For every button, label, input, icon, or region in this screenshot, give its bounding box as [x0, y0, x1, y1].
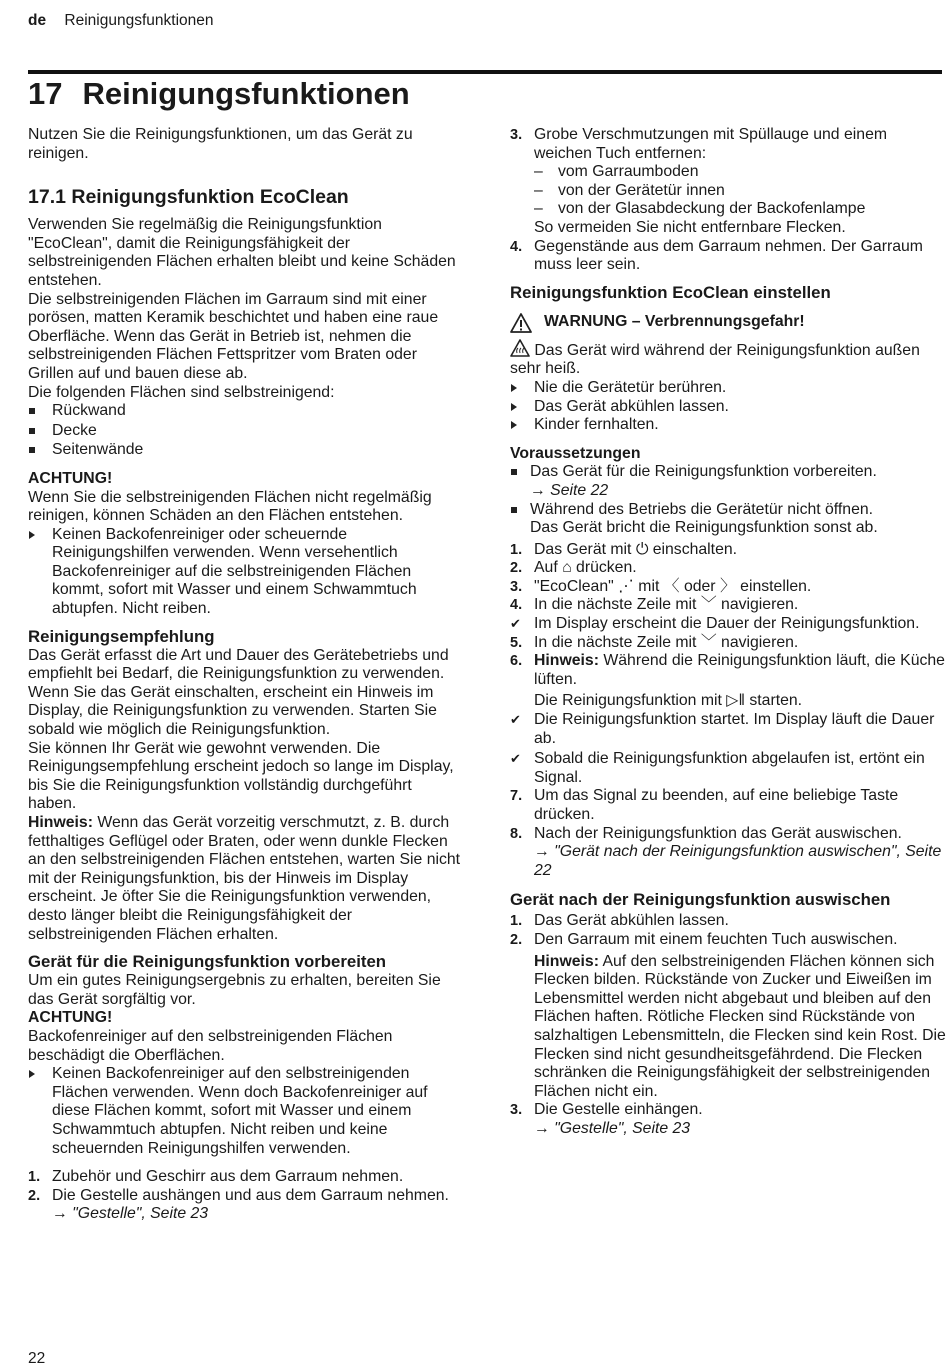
prerequisite-item: Das Gerät für die Reinigungsfunktion vorbereiten. → Seite 22: [530, 463, 877, 499]
set-step-2: 2. Auf ⌂ drücken.: [510, 559, 637, 577]
set-step-4: 4. In die nächste Zeile mit ﹀ navigieren.: [510, 596, 799, 614]
prepare-caution-title: ACHTUNG!: [28, 1009, 113, 1027]
section-17-1-title: 17.1 Reinigungsfunktion EcoClean: [28, 186, 349, 209]
recommendation-title: Reinigungsempfehlung: [28, 626, 215, 646]
prepare-step-1: 1. Zubehör und Geschirr aus dem Garraum nehmen.: [28, 1168, 404, 1186]
list-item: Rückwand: [52, 402, 126, 420]
cross-reference-link[interactable]: → "Gestelle", Seite 23: [52, 1205, 209, 1223]
right-column: [510, 126, 946, 1139]
recommendation-paragraph-1: Das Gerät erfasst die Art und Dauer des Gerätebetriebs und empfiehlt bei Bedarf, die Reinigungsfunktion zu verwenden.: [28, 646, 449, 683]
header-rule: [28, 70, 942, 74]
language-code: de: [28, 12, 47, 29]
list-item: – von der Glasabdeckung der Backofenlampe: [534, 200, 866, 218]
warning-title: WARNUNG – Verbrennungsgefahr!: [510, 313, 946, 333]
set-step-5: 5. In die nächste Zeile mit ﹀ navigieren.: [510, 633, 799, 651]
set-result-2: ✔ Die Reinigungsfunktion startet. Im Display läuft die Dauer ab.: [510, 711, 935, 747]
caution-action: Keinen Backofenreiniger oder scheuernde Reinigungshilfen verwenden. Wenn versehentlich Backofenreiniger auf die selbstreinigenden Flächen kommt, sofort mit Wasser und einem Schwammtuch abtupfen. Nicht reiben.: [52, 525, 417, 618]
list-item: – von der Gerätetür innen: [534, 181, 725, 199]
prepare-step-3: 3. Grobe Verschmutzungen mit Spüllauge und einem weichen Tuch entfernen:: [510, 126, 888, 162]
checkmark-icon: ✔: [510, 712, 521, 728]
warning-text: Das Gerät wird während der Reinigungsfunktion außen sehr heiß.: [510, 339, 946, 379]
recommendation-paragraph-3: Sie können Ihr Gerät wie gewohnt verwenden. Die Reinigungsempfehlung erscheint jedoch so lange im Display, bis Sie die Reinigungsfunktion vollständig durchgeführt haben.: [28, 739, 454, 813]
checkmark-icon: ✔: [510, 616, 521, 632]
cross-reference-link[interactable]: → Seite 22: [530, 481, 609, 499]
set-step-8: 8. Nach der Reinigungsfunktion das Gerät auswischen. → "Gerät nach der Reinigungsfunktion auswischen", Seite 22: [510, 824, 942, 879]
chapter-title: Reinigungsfunktionen: [82, 76, 410, 111]
chevron-down-icon: ﹀: [700, 596, 717, 614]
cross-reference-link[interactable]: → "Gestelle", Seite 23: [534, 1119, 691, 1137]
prepare-step-3-note: So vermeiden Sie nicht entfernbare Flecken.: [534, 218, 846, 236]
prerequisite-item: Während des Betriebs die Gerätetür nicht öffnen. Das Gerät bricht die Reinigungsfunktion sonst ab.: [530, 500, 878, 537]
prepare-caution-text: Backofenreiniger auf den selbstreinigenden Flächen beschädigt die Oberflächen.: [28, 1027, 393, 1064]
ecoclean-set-title: Reinigungsfunktion EcoClean einstellen: [510, 282, 831, 302]
wipe-step-2: 2. Den Garraum mit einem feuchten Tuch auswischen.: [510, 930, 898, 948]
caution-title: ACHTUNG!: [28, 469, 113, 487]
set-result-1: ✔ Im Display erscheint die Dauer der Reinigungsfunktion.: [510, 615, 920, 633]
chapter-heading: [28, 76, 410, 112]
warning-action: Kinder fernhalten.: [534, 416, 659, 434]
header-title: Reinigungsfunktionen: [64, 12, 214, 29]
list-item: Seitenwände: [52, 441, 144, 459]
page-header: [28, 12, 214, 30]
chevron-down-icon: ﹀: [700, 633, 717, 651]
recommendation-paragraph-2: Wenn Sie das Gerät einschalten, erscheint ein Hinweis im Display, die Reinigungsfunktion zu verwenden. Starten Sie sobald wie möglich die Reinigungsfunktion.: [28, 683, 437, 739]
ecoclean-paragraph-3: Die folgenden Flächen sind selbstreinigend:: [28, 383, 335, 401]
prepare-step-4: 4. Gegenstände aus dem Garraum nehmen. Der Garraum muss leer sein.: [510, 237, 923, 274]
set-result-3: ✔ Sobald die Reinigungsfunktion abgelaufen ist, ertönt ein Signal.: [510, 750, 925, 786]
warning-action: Das Gerät abkühlen lassen.: [534, 397, 729, 415]
left-column: [28, 126, 463, 1224]
warning-action: Nie die Gerätetür berühren.: [534, 378, 727, 396]
set-step-3: 3. "EcoClean" ⋰ mit 〈 oder 〉 einstellen.: [510, 577, 812, 595]
wipe-step-3: 3. Die Gestelle einhängen. → "Gestelle", Seite 23: [510, 1101, 703, 1137]
checkmark-icon: ✔: [510, 751, 521, 767]
ecoclean-paragraph-2: Die selbstreinigenden Flächen im Garraum sind mit einer porösen, matten Keramik beschichtet und haben eine raue Oberfläche. Wenn das Gerät in Betrieb ist, nehmen die selbstreinigenden Flächen Fettspritzer vom Braten oder Grillen auf und bauen diese ab.: [28, 290, 439, 382]
ecoclean-icon: ⋰: [618, 577, 634, 595]
caution-text: Wenn Sie die selbstreinigenden Flächen nicht regelmäßig reinigen, können Schäden an den Flächen entstehen.: [28, 488, 432, 525]
intro-text: Nutzen Sie die Reinigungsfunktionen, um das Gerät zu reinigen.: [28, 126, 413, 162]
set-step-6: 6. Hinweis: Während die Reinigungsfunktion läuft, die Küche lüften.: [510, 652, 945, 688]
home-icon: ⌂: [562, 559, 572, 577]
chevron-left-icon: 〈: [663, 577, 680, 595]
prerequisites-title: Voraussetzungen: [510, 444, 641, 462]
recommendation-note: Hinweis: Wenn das Gerät vorzeitig verschmutzt, z. B. durch fetthaltiges Geflügel oder Braten, oder wenn dunkle Flecken an den selbstreinigenden Flächen entstehen, warten Sie nicht mit der Reinigungsfunktion, bis der Hinweis im Display erscheint. Je öfter Sie die Reinigungsfunktion verwenden, desto länger bleibt die Reinigungsfähigkeit der selbstreinigenden Flächen erhalten.: [28, 814, 461, 943]
ecoclean-paragraph-1: Verwenden Sie regelmäßig die Reinigungsfunktion "EcoClean", damit die Reinigungsfähigkeit der selbstreinigenden Flächen erhalten bleibt und keine Schäden entstehen.: [28, 216, 456, 289]
wipe-step-1: 1. Das Gerät abkühlen lassen.: [510, 912, 729, 930]
wipe-note: Hinweis: Auf den selbstreinigenden Flächen können sich Flecken bilden. Rückstände von Zucker und Eiweißen im Lebensmittel werden nicht abgebaut und bleiben auf den Flächen haften. Rötliche Flecken sind Rückstände von salzhaltigen Lebensmitteln, die Flecken sind kein Rost. Die Flecken sind nicht gesundheitsgefährdend. Die Flecken schränken die Reinigungsfähigkeit der selbstreinigenden Flächen nicht ein.: [534, 952, 946, 1100]
list-item: Decke: [52, 421, 97, 439]
set-step-6-start: Die Reinigungsfunktion mit ▷ǁ starten.: [534, 692, 803, 710]
power-icon: ⏻: [635, 540, 649, 558]
cross-reference-link[interactable]: → "Gerät nach der Reinigungsfunktion auswischen", Seite 22: [534, 843, 942, 879]
prepare-step-2: 2. Die Gestelle aushängen und aus dem Garraum nehmen. → "Gestelle", Seite 23: [28, 1186, 449, 1223]
set-step-1: 1. Das Gerät mit ⏻ einschalten.: [510, 540, 738, 558]
chevron-right-icon: 〉: [719, 577, 736, 595]
prepare-paragraph: Um ein gutes Reinigungsergebnis zu erhalten, bereiten Sie das Gerät sorgfältig vor.: [28, 972, 441, 1008]
chapter-number: 17: [28, 76, 63, 111]
wipe-title: Gerät nach der Reinigungsfunktion auswischen: [510, 890, 891, 910]
set-step-7: 7. Um das Signal zu beenden, auf eine beliebige Taste drücken.: [510, 787, 899, 823]
list-item: – vom Garraumboden: [534, 163, 699, 181]
hot-surface-icon: [510, 339, 530, 357]
prepare-caution-action: Keinen Backofenreiniger auf den selbstreinigenden Flächen verwenden. Wenn doch Backofenreiniger auf diese Flächen kommt, sofort mit Wasser und einem Schwammtuch abtupfen. Nicht reiben und keine scheuernden Reinigungshilfen verwenden.: [52, 1065, 428, 1157]
page-number: 22: [28, 1350, 46, 1367]
prepare-title: Gerät für die Reinigungsfunktion vorbereiten: [28, 952, 387, 972]
warning-triangle-icon: [510, 313, 532, 333]
play-pause-icon: ▷ǁ: [726, 692, 745, 710]
